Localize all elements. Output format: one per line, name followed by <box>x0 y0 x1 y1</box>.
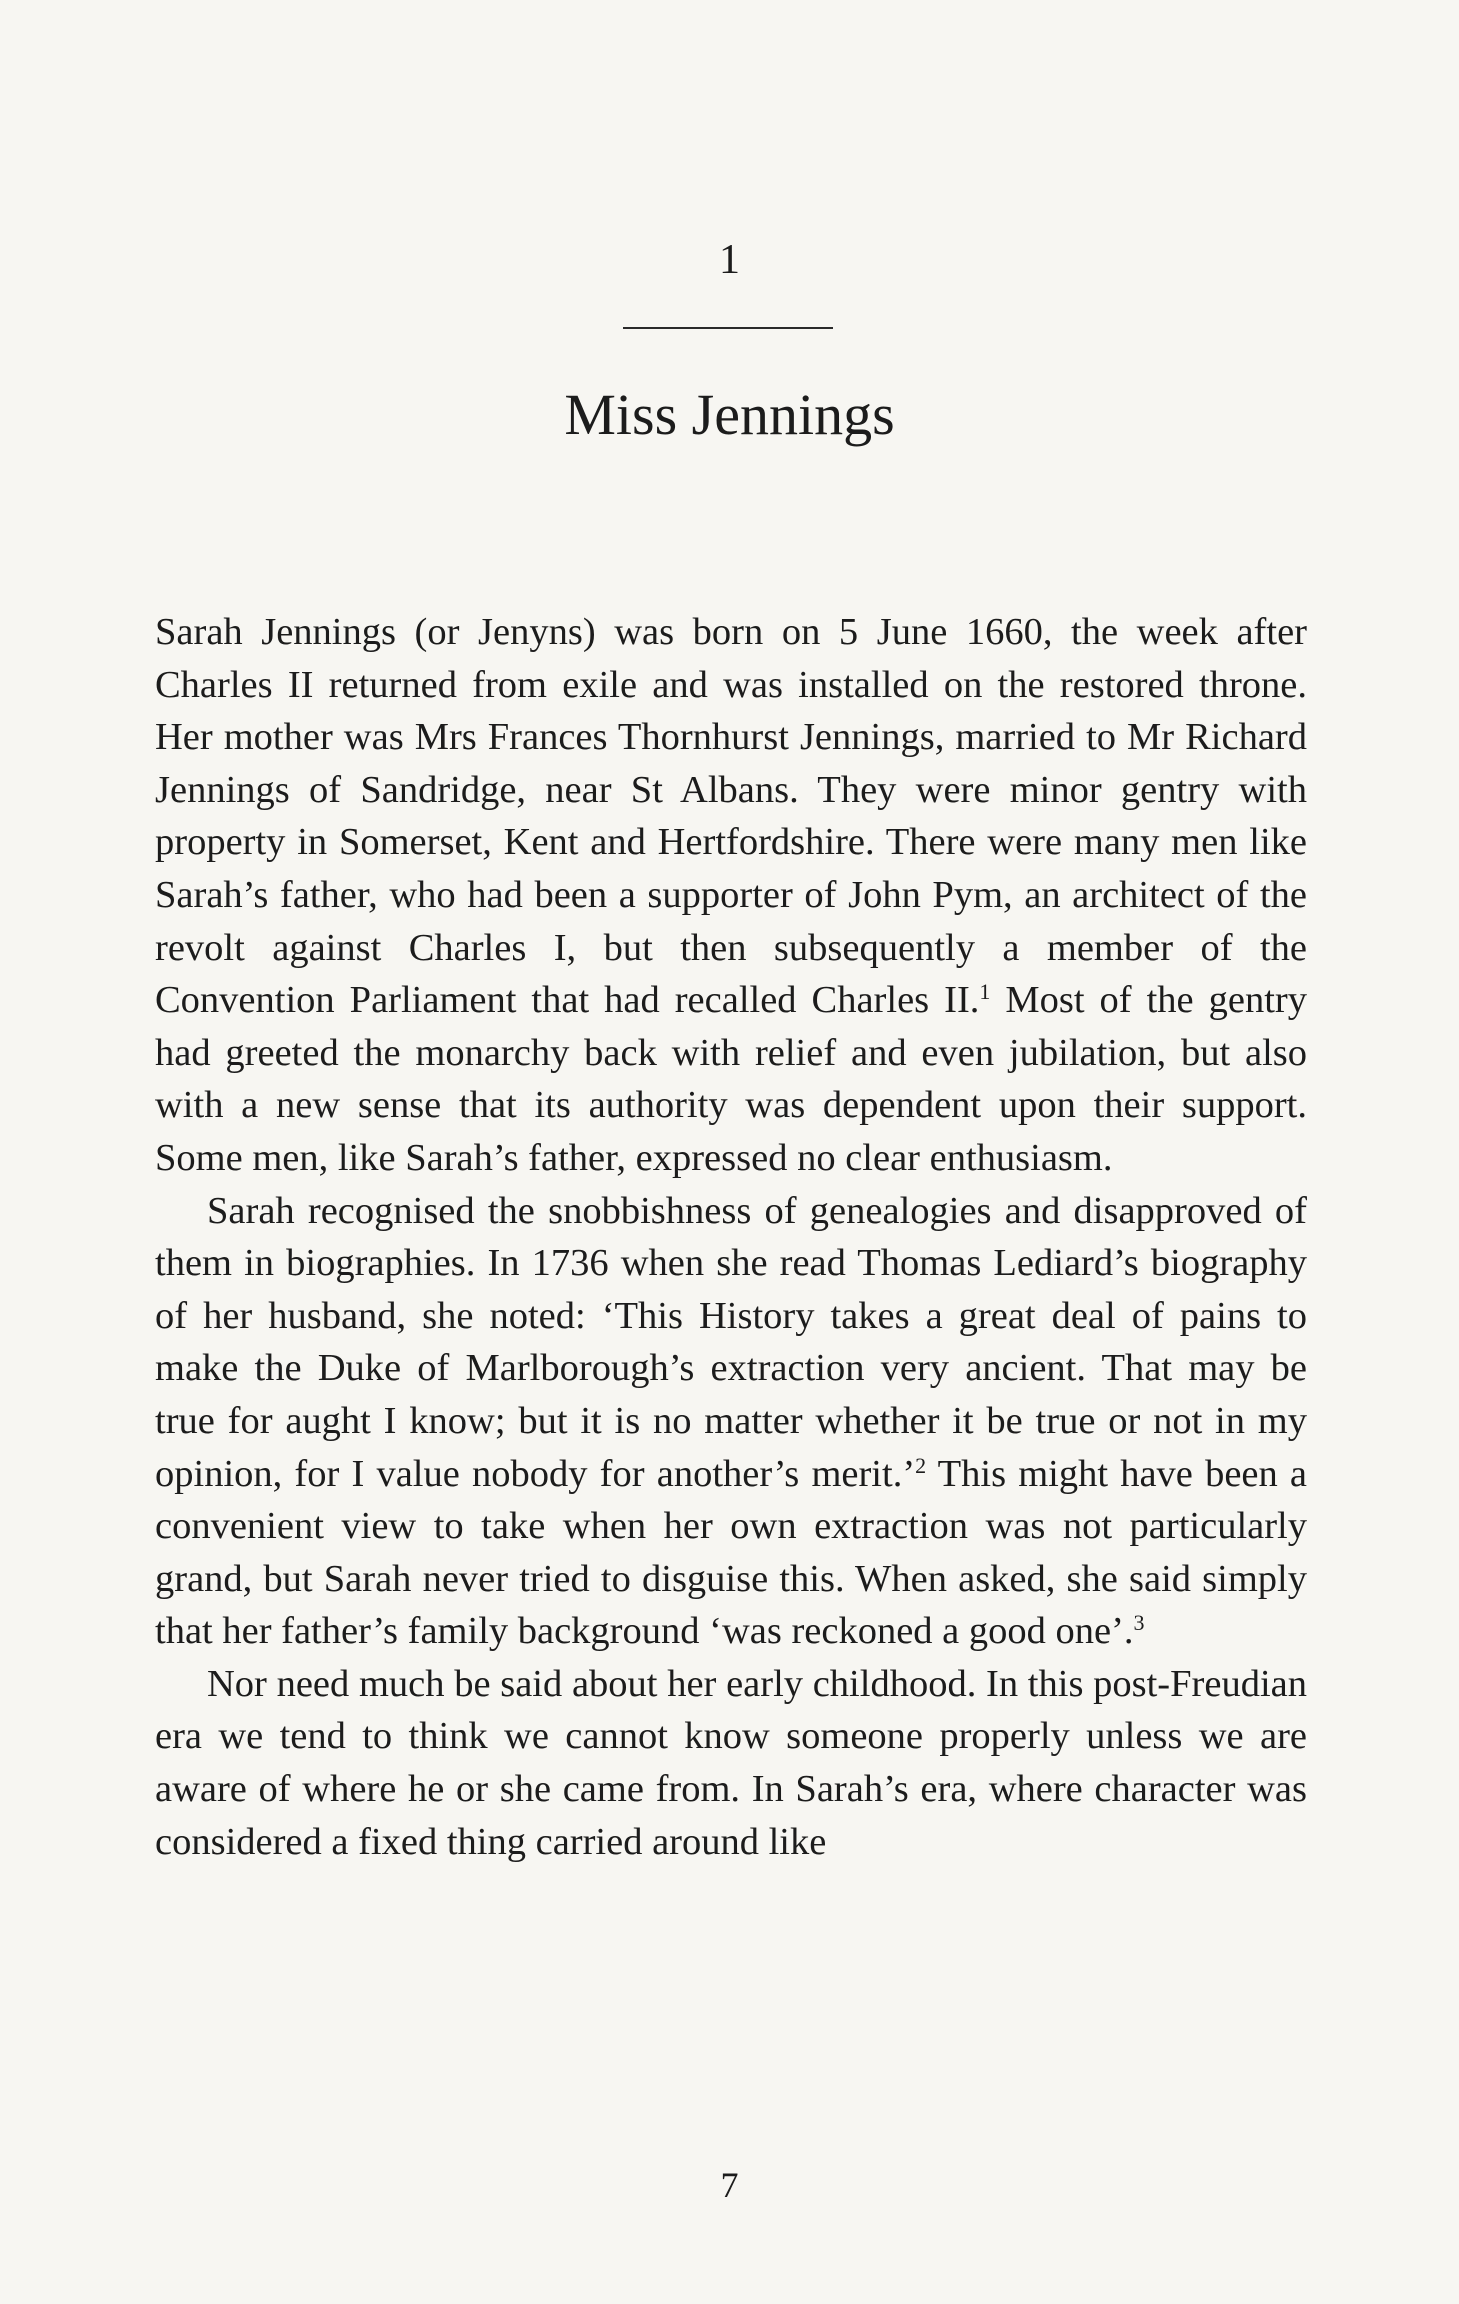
paragraph-2-text-a: Sarah recognised the snobbishness of genealogies and disapproved of them in biographies. In 1736 when she read Thomas Lediard’s biography of her husband, she noted: ‘This History takes a great deal of pains to make the Duke of Marlborough’s extraction very ancient. That may be true for aught I know; but it is no matter whether it be true or not in my opinion, for I value nobody for another’s merit.’ <box>155 1189 1307 1495</box>
paragraph-1 <box>155 606 1307 1185</box>
chapter-rule <box>623 327 833 329</box>
chapter-title: Miss Jennings <box>564 382 895 447</box>
footnote-ref-2[interactable]: 2 <box>915 1452 927 1478</box>
paragraph-3 <box>155 1658 1307 1868</box>
footnote-ref-3[interactable]: 3 <box>1133 1610 1145 1636</box>
paragraph-2-text-b: This might have been a convenient view to take when her own extraction was not particularly grand, but Sarah never tried to disguise this. When asked, she said simply that her father’s family background ‘was reckoned a good one’. <box>155 1452 1307 1653</box>
paragraph-1-text-b: Most of the gentry had greeted the monarchy back with relief and even jubilation, but also with a new sense that its authority was dependent upon their support. Some men, like Sarah’s father, expressed no clear enthusiasm. <box>155 979 1307 1179</box>
paragraph-2 <box>155 1185 1307 1658</box>
paragraph-3-text-a: Nor need much be said about her early childhood. In this post-Freudian era we tend to think we cannot know someone properly unless we are aware of where he or she came from. In Sarah’s era, where character was considered a fixed thing carried around like <box>155 1662 1307 1863</box>
body-text <box>155 606 1307 1868</box>
footnote-ref-1[interactable]: 1 <box>979 979 991 1005</box>
page-number: 7 <box>720 2165 739 2205</box>
chapter-number: 1 <box>719 237 740 283</box>
paragraph-1-text-a: Sarah Jennings (or Jenyns) was born on 5 June 1660, the week after Charles II returned from exile and was installed on the restored throne. Her mother was Mrs Frances Thornhurst Jennings, married to Mr Richard Jennings of Sandridge, near St Albans. They were minor gentry with property in Somerset, Kent and Hertfordshire. There were many men like Sarah’s father, who had been a supporter of John Pym, an architect of the revolt against Charles I, but then subsequently a member of the Convention Parliament that had recalled Charles II. <box>155 611 1307 1022</box>
